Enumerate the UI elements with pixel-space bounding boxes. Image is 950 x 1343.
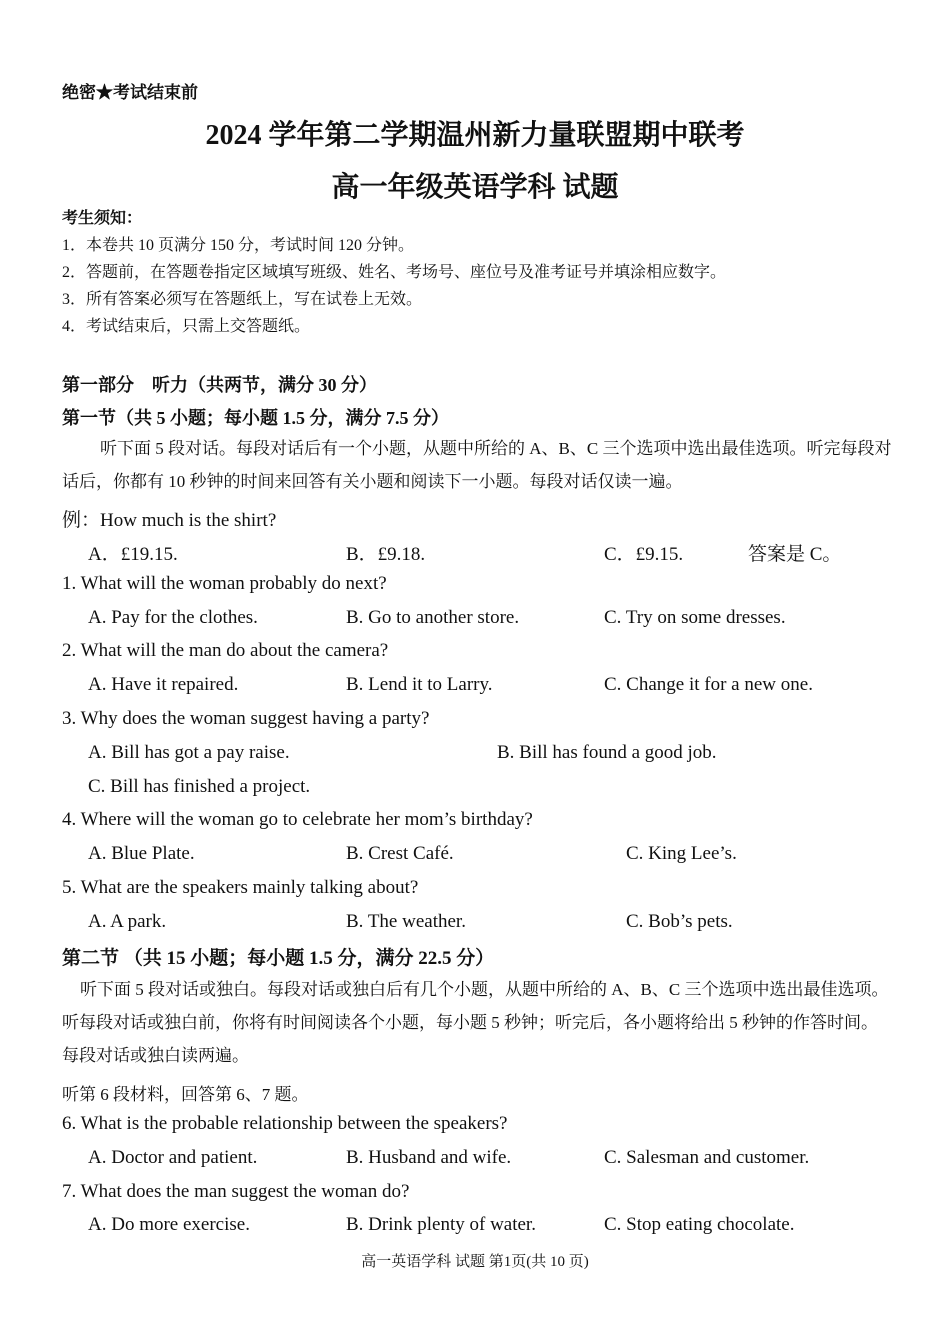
section2-heading: 第二节 （共 15 小题；每小题 1.5 分，满分 22.5 分） (62, 948, 495, 969)
section2-instructions: 听下面 5 段对话或独白。每段对话或独白后有几个小题，从题中所给的 A、B、C 三个选项中选出最佳选项。听每段对话或独白前，你将有时间阅读各个小题，每小题 5 秒钟；听完后，各小题将给出 5 秒钟的作答时间。每段对话或独白读两遍。 (62, 980, 889, 1065)
question-3: 3. Why does the woman suggest having a party? (62, 708, 430, 729)
material-note: 听第 6 段材料，回答第 6、7 题。 (62, 1085, 309, 1104)
q5-option-c: C. Bob’s pets. (626, 911, 733, 932)
notice-item: 1．本卷共 10 页满分 150 分，考试时间 120 分钟。 (62, 237, 415, 254)
q4-option-c: C. King Lee’s. (626, 843, 737, 864)
q7-option-c: C. Stop eating chocolate. (604, 1214, 795, 1235)
example-option-b: B．£9.18. (346, 544, 426, 565)
q1-option-a: A. Pay for the clothes. (88, 607, 258, 628)
example-question: 例：How much is the shirt? (62, 510, 277, 531)
question-1: 1. What will the woman probably do next? (62, 573, 387, 594)
q1-option-b: B. Go to another store. (346, 607, 520, 628)
page-footer: 高一英语学科 试题 第1页(共 10 页) (361, 1254, 589, 1270)
part1-heading: 第一部分 听力（共两节，满分 30 分） (62, 375, 377, 395)
q4-option-a: A. Blue Plate. (88, 843, 195, 864)
q2-option-a: A. Have it repaired. (88, 674, 239, 695)
exam-subtitle: 高一年级英语学科 试题 (331, 172, 619, 203)
question-7: 7. What does the man suggest the woman do? (62, 1181, 410, 1202)
q3-option-a: A. Bill has got a pay raise. (88, 742, 290, 763)
example-option-a: A．£19.15. (88, 544, 178, 565)
q3-option-c: C. Bill has finished a project. (88, 776, 311, 797)
question-5: 5. What are the speakers mainly talking about? (62, 877, 419, 898)
exam-title: 2024 学年第二学期温州新力量联盟期中联考 (205, 120, 745, 151)
example-option-c: C．£9.15. (604, 544, 684, 565)
q1-option-c: C. Try on some dresses. (604, 607, 786, 628)
q7-option-b: B. Drink plenty of water. (346, 1214, 536, 1235)
notice-item: 2．答题前，在答题卷指定区域填写班级、姓名、考场号、座位号及准考证号并填涂相应数字。 (62, 264, 727, 281)
section1-heading: 第一节（共 5 小题；每小题 1.5 分，满分 7.5 分） (62, 408, 449, 428)
notice-item: 3．所有答案必须写在答题纸上，写在试卷上无效。 (62, 291, 423, 308)
notice-heading: 考生须知： (62, 210, 143, 227)
example-answer: 答案是 C。 (748, 544, 842, 565)
question-6: 6. What is the probable relationship between the speakers? (62, 1113, 508, 1134)
q3-option-b: B. Bill has found a good job. (497, 742, 717, 763)
q6-option-a: A. Doctor and patient. (88, 1147, 258, 1168)
question-4: 4. Where will the woman go to celebrate her mom’s birthday? (62, 809, 533, 830)
q2-option-c: C. Change it for a new one. (604, 674, 813, 695)
q2-option-b: B. Lend it to Larry. (346, 674, 493, 695)
confidential-label: 绝密★考试结束前 (62, 83, 198, 102)
q4-option-b: B. Crest Café. (346, 843, 454, 864)
q6-option-c: C. Salesman and customer. (604, 1147, 810, 1168)
q6-option-b: B. Husband and wife. (346, 1147, 512, 1168)
q5-option-a: A. A park. (88, 911, 167, 932)
section1-instructions: 听下面 5 段对话。每段对话后有一个小题，从题中所给的 A、B、C 三个选项中选出最佳选项。听完每段对话后，你都有 10 秒钟的时间来回答有关小题和阅读下一小题。每段对话仅读一遍。 (62, 439, 892, 491)
q7-option-a: A. Do more exercise. (88, 1214, 250, 1235)
question-2: 2. What will the man do about the camera? (62, 640, 389, 661)
notice-item: 4．考试结束后，只需上交答题纸。 (62, 318, 311, 335)
q5-option-b: B. The weather. (346, 911, 466, 932)
